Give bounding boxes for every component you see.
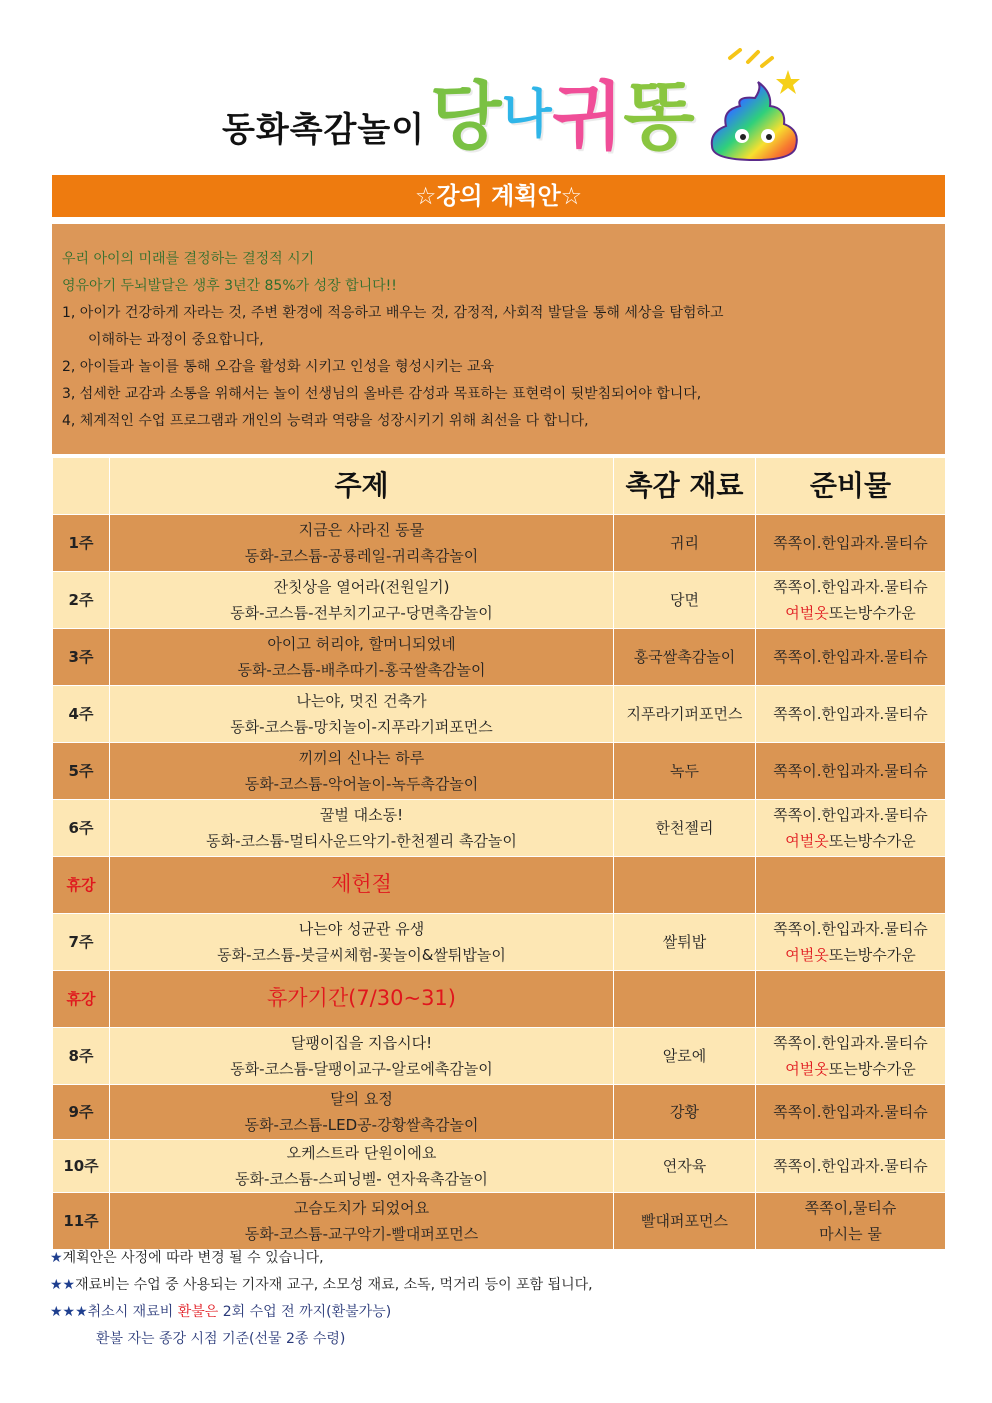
topic-title: 고슴도치가 되었어요 [293,1199,430,1217]
week-cell: 휴강 [53,971,110,1028]
material-cell: 녹두 [614,743,756,800]
intro-line-2: 영유아기 두뇌발달은 생후 3년간 85%가 성장 합니다!! [62,278,397,294]
empty-cell [756,971,946,1028]
note-3 [50,1299,950,1326]
week-cell: 휴강 [53,857,110,914]
prep-extra-clothes: 여벌옷 [785,946,829,964]
intro-box [52,224,945,454]
header-material: 촉감 재료 [614,458,756,515]
break-label: 제헌절 [331,872,392,896]
intro-line-5: 2, 아이들과 놀이를 통해 오감을 활성화 시키고 인성을 형성시키는 교육 [62,359,495,375]
material-cell: 쌀튀밥 [614,914,756,971]
note-2 [50,1272,950,1299]
prep-cell [756,1028,946,1085]
prep-line-1: 쪽쪽이.한입과자.물티슈 [773,762,928,780]
intro-line-1: 우리 아이의 미래를 결정하는 결정적 시기 [62,251,315,267]
topic-title: 나는야 성균관 유생 [298,920,425,938]
break-cell [110,857,614,914]
prep-rest: 또는방수가운 [828,946,916,964]
prep-line-1: 쪽쪽이.한입과자.물티슈 [773,1103,928,1121]
brand-char-1: 당 [430,74,502,160]
prep-rest: 마시는 물 [819,1225,882,1243]
rainbow-poop-icon [700,48,810,168]
prep-line-2 [756,1056,945,1082]
material-cell: 알로에 [614,1028,756,1085]
prep-line-1: 쪽쪽이.한입과자.물티슈 [773,578,928,596]
topic-title: 아이고 허리야, 할머니되었네 [267,635,456,653]
prep-cell [756,914,946,971]
topic-detail: 동화-코스튬-붓글씨체험-꽃놀이&쌀튀밥놀이 [217,946,506,964]
topic-title: 달팽이집을 지읍시다! [290,1034,433,1052]
topic-detail: 동화-코스튬-교구악기-빨대퍼포먼스 [244,1225,479,1243]
break-label: 휴가기간(7/30~31) [266,986,456,1010]
week-cell: 10주 [53,1140,110,1193]
prep-extra-clothes: 여벌옷 [785,604,829,622]
material-cell: 귀리 [614,515,756,572]
brand-subtitle: 동화촉감놀이 [222,110,426,150]
prep-line-2 [756,1221,945,1247]
table-row [53,800,946,857]
plan-table [52,457,946,1250]
prep-rest: 또는방수가운 [828,1060,916,1078]
topic-cell [110,572,614,629]
prep-line-1: 쪽쪽이.한입과자.물티슈 [773,1034,928,1052]
topic-cell [110,515,614,572]
topic-title: 달의 요정 [330,1090,393,1108]
note-1 [50,1245,950,1272]
break-cell [110,971,614,1028]
prep-cell [756,572,946,629]
prep-line-1: 쪽쪽이.한입과자.물티슈 [773,1157,928,1175]
material-cell: 빨대퍼포먼스 [614,1193,756,1250]
header [0,0,992,172]
week-cell: 5주 [53,743,110,800]
brand-logo [430,70,695,170]
material-cell: 한천젤리 [614,800,756,857]
empty-cell [756,857,946,914]
note-1-star: ★ [50,1250,63,1266]
brand-char-3: 귀 [551,74,624,160]
table-row [53,572,946,629]
topic-title: 나는야, 멋진 건축가 [296,692,427,710]
prep-line-1: 쪽쪽이.한입과자.물티슈 [773,920,928,938]
notes [50,1245,950,1353]
topic-cell [110,1085,614,1140]
note-3-star: ★★★ [50,1304,88,1320]
prep-line-1: 쪽쪽이.한입과자.물티슈 [773,648,928,666]
topic-cell [110,629,614,686]
note-1-text: 계획안은 사정에 따라 변경 될 수 있습니다, [62,1250,324,1266]
prep-cell [756,515,946,572]
topic-cell [110,686,614,743]
topic-cell [110,800,614,857]
material-cell: 당면 [614,572,756,629]
prep-line-1: 쪽쪽이,물티슈 [804,1199,897,1217]
prep-line-2 [756,828,945,854]
empty-cell [614,857,756,914]
week-cell: 1주 [53,515,110,572]
topic-detail: 동화-코스튬-공룡레일-귀리촉감놀이 [244,547,479,565]
table-row [53,515,946,572]
topic-title: 잔칫상을 열어라(전원일기) [273,578,450,596]
intro-line-7: 4, 체계적인 수업 프로그램과 개인의 능력과 역량을 성장시키기 위해 최선을 다 합니다, [62,413,589,429]
table-row [53,743,946,800]
topic-cell [110,914,614,971]
page-title: ☆강의 계획안☆ [52,175,945,217]
prep-cell [756,1140,946,1193]
prep-rest: 또는방수가운 [828,604,916,622]
table-row [53,857,946,914]
week-cell: 9주 [53,1085,110,1140]
header-prep: 준비물 [756,458,946,515]
prep-line-2 [756,942,945,968]
week-cell: 8주 [53,1028,110,1085]
table-row [53,971,946,1028]
topic-title: 끼끼의 신나는 하루 [298,749,425,767]
intro-line-3: 1, 아이가 건강하게 자라는 것, 주변 환경에 적응하고 배우는 것, 감정적, 사회적 발달을 통해 세상을 탐험하고 [62,305,724,321]
table-row [53,629,946,686]
prep-cell [756,686,946,743]
prep-cell [756,1193,946,1250]
note-4: 환불 자는 종강 시점 기준(선물 2종 수령) [96,1331,346,1347]
note-3-text-a: 취소시 재료비 [87,1304,178,1320]
prep-line-2 [756,600,945,626]
plan-table-body [53,515,946,1250]
topic-cell [110,1028,614,1085]
material-cell: 지푸라기퍼포먼스 [614,686,756,743]
intro-line-4: 이해하는 과정이 중요합니다, [88,332,264,348]
empty-cell [614,971,756,1028]
week-cell: 11주 [53,1193,110,1250]
prep-line-1: 쪽쪽이.한입과자.물티슈 [773,534,928,552]
topic-cell [110,1140,614,1193]
brand-char-4: 똥 [623,74,695,160]
prep-line-1: 쪽쪽이.한입과자.물티슈 [773,806,928,824]
topic-detail: 동화-코스튬-망치놀이-지푸라기퍼포먼스 [230,718,493,736]
topic-cell [110,1193,614,1250]
note-3-text-b: 2회 수업 전 까지(환불가능) [222,1304,392,1320]
topic-detail: 동화-코스튬-스피닝벨- 연자육촉감놀이 [235,1170,488,1188]
material-cell: 홍국쌀촉감놀이 [614,629,756,686]
week-cell: 3주 [53,629,110,686]
prep-cell [756,629,946,686]
topic-title: 지금은 사라진 동물 [298,521,425,539]
week-cell: 4주 [53,686,110,743]
week-cell: 2주 [53,572,110,629]
intro-line-6: 3, 섬세한 교감과 소통을 위해서는 놀이 선생님의 올바른 감성과 목표하는 표현력이 뒷받침되어야 합니다, [62,386,702,402]
note-2-text: 재료비는 수업 중 사용되는 기자재 교구, 소모성 재료, 소독, 먹거리 등이 포함 됩니다, [75,1277,593,1293]
table-row [53,1028,946,1085]
table-header-row [53,458,946,515]
material-cell: 강황 [614,1085,756,1140]
topic-detail: 동화-코스튬-멀티사운드악기-한천젤리 촉감놀이 [206,832,517,850]
note-3-text-red: 환불은 [177,1304,223,1320]
prep-cell [756,1085,946,1140]
topic-detail: 동화-코스튬-배추따기-홍국쌀촉감놀이 [237,661,486,679]
header-topic: 주제 [110,458,614,515]
note-2-star: ★★ [50,1277,76,1293]
table-row [53,1085,946,1140]
prep-extra-clothes: 여벌옷 [785,1060,829,1078]
topic-title: 오케스트라 단원이에요 [286,1144,437,1162]
week-cell: 6주 [53,800,110,857]
prep-extra-clothes: 여벌옷 [785,832,829,850]
topic-detail: 동화-코스튬-LED공-강황쌀촉감놀이 [244,1116,479,1134]
prep-line-1: 쪽쪽이.한입과자.물티슈 [773,705,928,723]
topic-title: 꿀벌 대소동! [319,806,404,824]
topic-cell [110,743,614,800]
table-row [53,1140,946,1193]
prep-cell [756,800,946,857]
topic-detail: 동화-코스튬-전부치기교구-당면촉감놀이 [230,604,493,622]
table-row [53,914,946,971]
header-week [53,458,110,515]
prep-rest: 또는방수가운 [828,832,916,850]
table-row [53,1193,946,1250]
prep-cell [756,743,946,800]
topic-detail: 동화-코스튬-악어놀이-녹두촉감놀이 [244,775,479,793]
table-row [53,686,946,743]
material-cell: 연자육 [614,1140,756,1193]
week-cell: 7주 [53,914,110,971]
brand-char-2: 나 [501,85,552,145]
topic-detail: 동화-코스튬-달팽이교구-알로에촉감놀이 [230,1060,493,1078]
